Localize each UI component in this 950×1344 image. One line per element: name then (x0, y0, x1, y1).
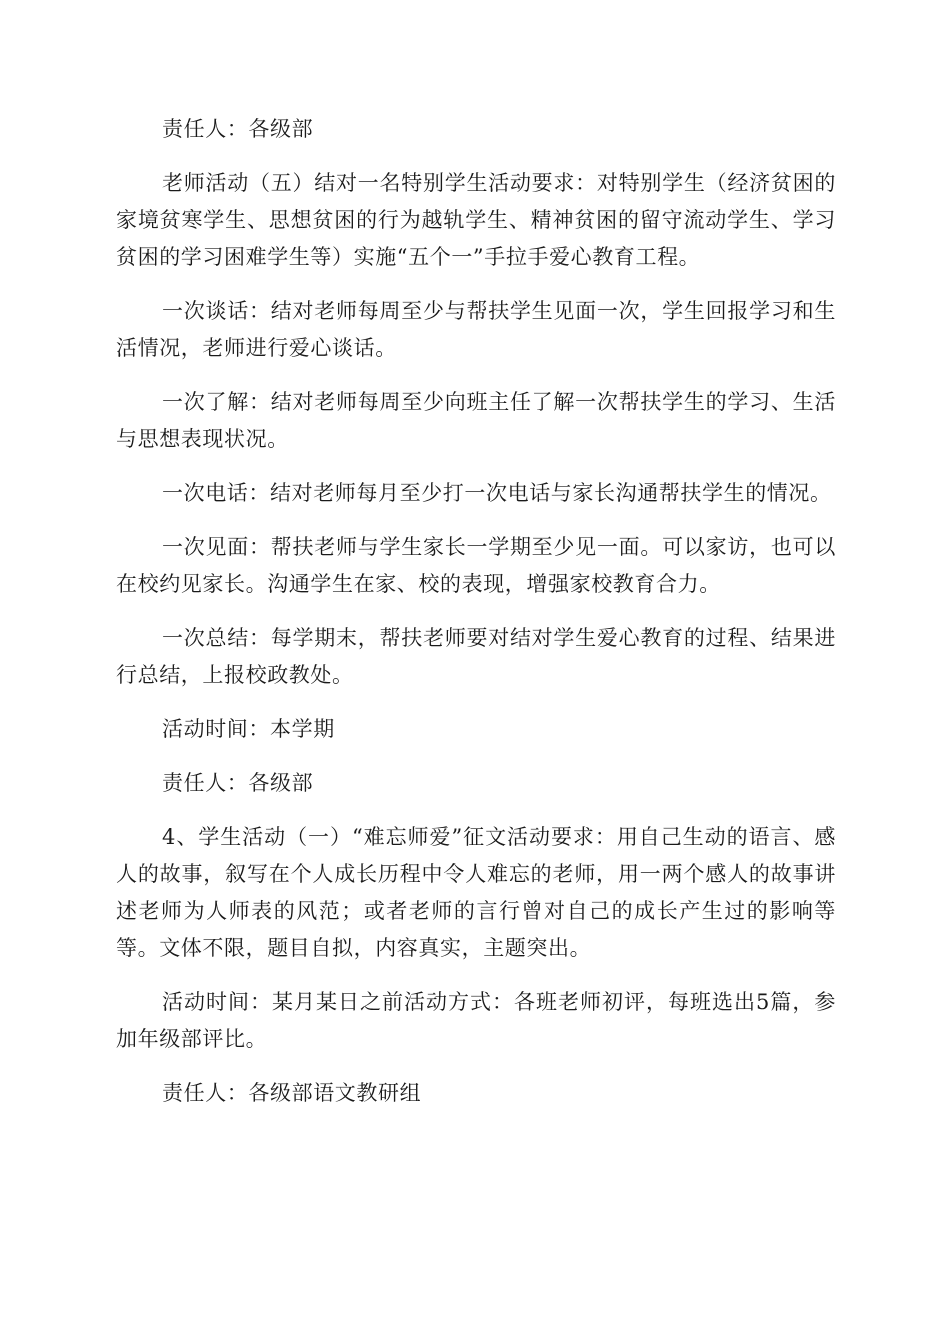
document-body (116, 111, 836, 1129)
paragraph-one-summary: 一次总结：每学期末，帮扶老师要对结对学生爱心教育的过程、结果进行总结，上报校政教处。 (116, 626, 836, 687)
paragraph-one-meeting: 一次见面：帮扶老师与学生家长一学期至少见一面。可以家访，也可以在校约见家长。沟通学生在家、校的表现，增强家校教育合力。 (116, 535, 836, 596)
paragraph-activity-time-1: 活动时间：本学期 (162, 717, 335, 741)
paragraph-responsible-2: 责任人：各级部 (162, 771, 314, 795)
paragraph-one-phone-call: 一次电话：结对老师每月至少打一次电话与家长沟通帮扶学生的情况。 (162, 481, 832, 505)
paragraph-responsible-3: 责任人：各级部语文教研组 (162, 1081, 422, 1105)
paragraph-activity-time-2: 活动时间：某月某日之前活动方式：各班老师初评，每班选出5篇，参加年级部评比。 (116, 990, 836, 1051)
paragraph-one-talk: 一次谈话：结对老师每周至少与帮扶学生见面一次，学生回报学习和生活情况，老师进行爱心谈话。 (116, 299, 836, 360)
paragraph-teacher-activity-5: 老师活动（五）结对一名特别学生活动要求：对特别学生（经济贫困的家境贫寒学生、思想贫困的行为越轨学生、精神贫困的留守流动学生、学习贫困的学习困难学生等）实施“五个一”手拉手爱心教育工程。 (116, 171, 836, 269)
paragraph-one-understanding: 一次了解：结对老师每周至少向班主任了解一次帮扶学生的学习、生活与思想表现状况。 (116, 390, 836, 451)
paragraph-responsible-1: 责任人：各级部 (162, 117, 314, 141)
paragraph-student-activity-1: 4、学生活动（一）“难忘师爱”征文活动要求：用自己生动的语言、感人的故事，叙写在个人成长历程中令人难忘的老师，用一两个感人的故事讲述老师为人师表的风范；或者老师的言行曾对自己的成长产生过的影响等等。文体不限，题目自拟，内容真实，主题突出。 (116, 825, 836, 960)
